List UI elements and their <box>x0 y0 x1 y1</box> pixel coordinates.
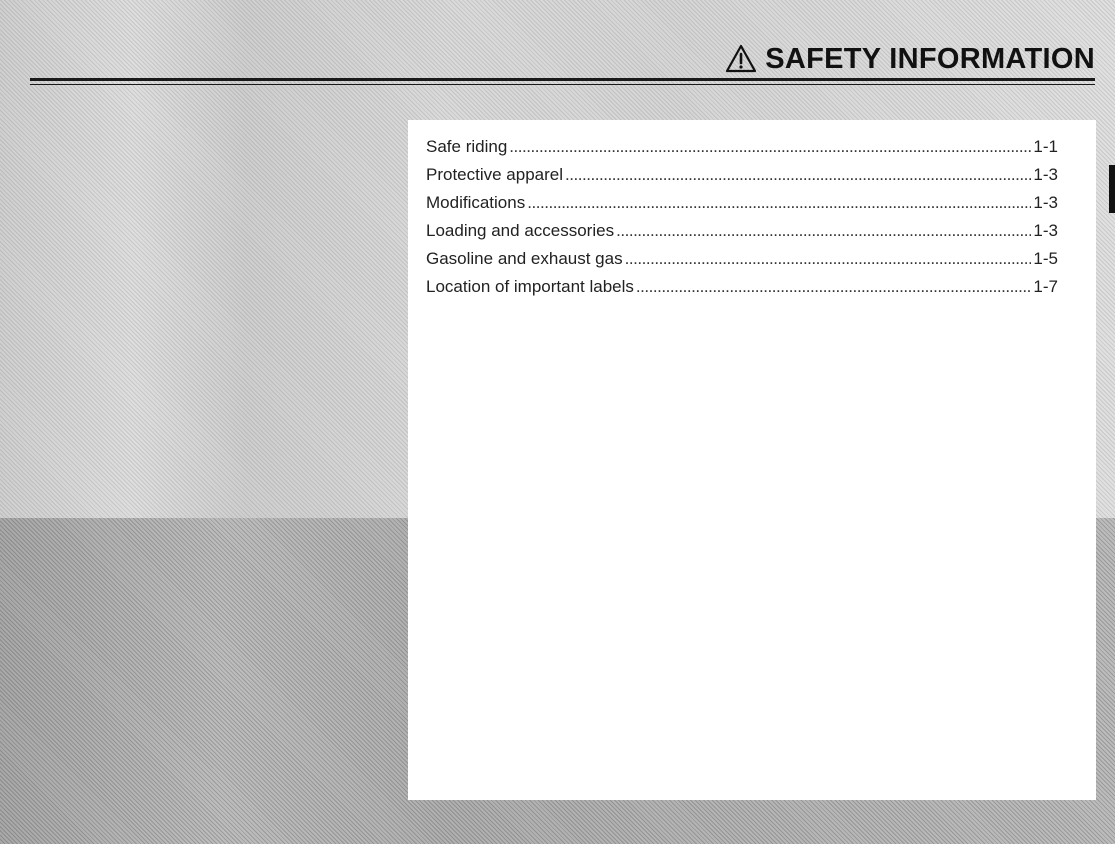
toc-entry-title: Loading and accessories <box>426 221 615 240</box>
toc-entry-modifications[interactable] <box>426 189 1058 217</box>
toc-dot-leader <box>509 133 1031 161</box>
toc-dot-leader <box>527 189 1031 217</box>
toc-dot-leader <box>565 161 1031 189</box>
toc-entry-page: 1-5 <box>1033 249 1058 268</box>
toc-entry-title: Protective apparel <box>426 165 564 184</box>
toc-dot-leader <box>636 273 1032 301</box>
table-of-contents <box>426 133 1058 301</box>
toc-entry-gasoline-exhaust[interactable] <box>426 245 1058 273</box>
toc-entry-page: 1-3 <box>1033 221 1058 240</box>
contents-panel <box>408 120 1096 800</box>
page-title: SAFETY INFORMATION <box>765 42 1095 75</box>
toc-dot-leader <box>625 245 1032 273</box>
warning-triangle-icon <box>725 44 757 74</box>
toc-entry-page: 1-1 <box>1033 137 1058 156</box>
header-rule-thin <box>30 84 1095 85</box>
page-header <box>725 44 1095 74</box>
toc-entry-page: 1-3 <box>1033 165 1058 184</box>
toc-entry-safe-riding[interactable] <box>426 133 1058 161</box>
toc-entry-protective-apparel[interactable] <box>426 161 1058 189</box>
toc-entry-title: Safe riding <box>426 137 508 156</box>
toc-entry-important-labels[interactable] <box>426 273 1058 301</box>
header-rule-thick <box>30 78 1095 81</box>
toc-entry-loading-accessories[interactable] <box>426 217 1058 245</box>
toc-entry-page: 1-7 <box>1033 277 1058 296</box>
toc-entry-page: 1-3 <box>1033 193 1058 212</box>
section-tab-marker <box>1109 165 1115 213</box>
toc-dot-leader <box>616 217 1031 245</box>
toc-entry-title: Modifications <box>426 193 526 212</box>
toc-entry-title: Location of important labels <box>426 277 634 296</box>
toc-entry-title: Gasoline and exhaust gas <box>426 249 623 268</box>
